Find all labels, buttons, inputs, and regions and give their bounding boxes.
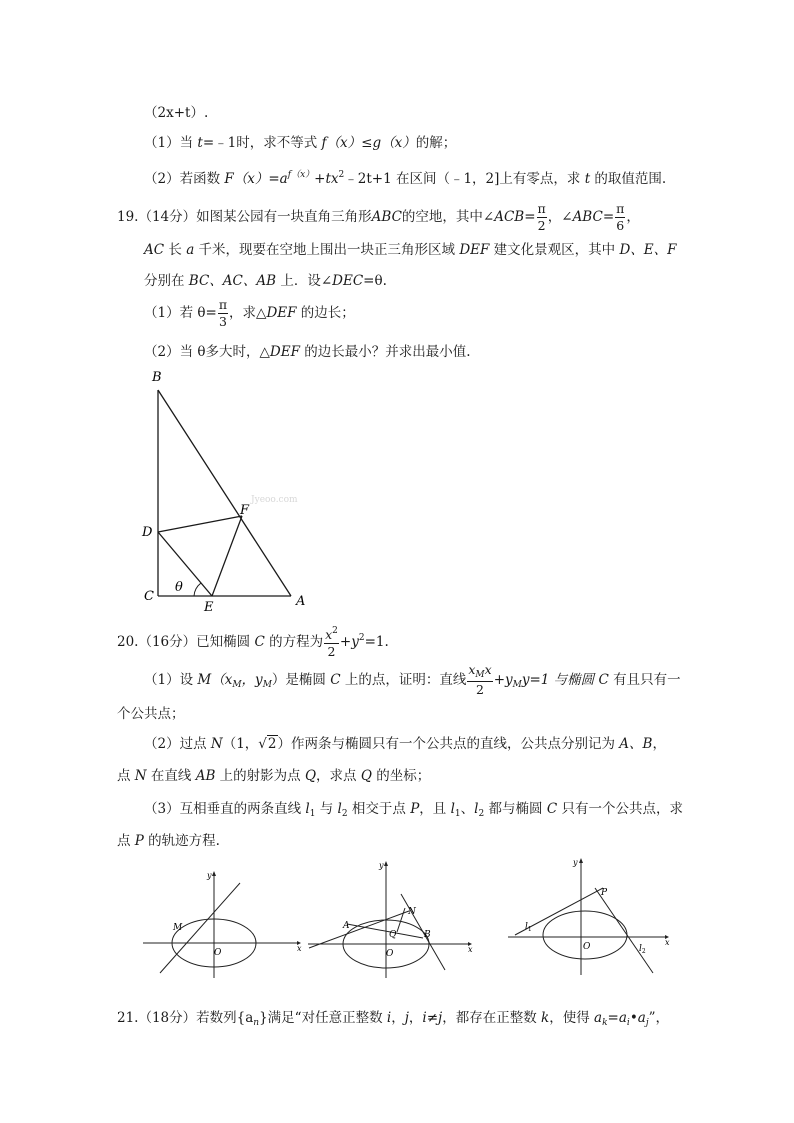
- q20-figure-3: [505, 855, 673, 980]
- q21-head: 21.（18分）若数列$\{a_n\}$满足“对任意正整数 i，j，i≠j，都存在正整数 k，使得 $a_k=a_i•a_j$”，: [117, 1010, 670, 1028]
- q20-part3: （3）互相垂直的两条直线 $l_1$ 与 $l_2$ 相交于点 P，且 $l_1$、$l_2$ 都与椭圆 C 只有一个公共点，求: [144, 801, 683, 819]
- fraction-pi-over-6: $\frac{\pi}{6}$: [616, 201, 625, 233]
- q19-line3: 分别在 BC、AC、AB 上．设∠DEC=θ.: [144, 273, 387, 289]
- side-df: [158, 516, 242, 532]
- label-y: y: [573, 858, 578, 867]
- label-a: A: [296, 594, 306, 609]
- label-q: Q: [389, 930, 397, 940]
- q18-part1: （1）当 t=﹣1时，求不等式 f（x）≤g（x）的解；: [144, 135, 457, 151]
- label-l2: $l_2$: [639, 944, 646, 955]
- q19-head: 19.（14分）如图某公园有一块直角三角形ABC的空地，其中∠ACB= $\frac{\pi}{2}$ ，∠ABC= $\frac{\pi}{6}$ ，: [117, 201, 640, 233]
- label-l1: $l_1$: [525, 922, 532, 933]
- label-theta: θ: [175, 580, 183, 595]
- theta-arc: [194, 583, 201, 596]
- label-d: D: [142, 525, 153, 540]
- q18-part2: （2）若函数 $F(x)=a^{f(x)}+tx^2﹣2t+1$ 在区间（﹣1，2]上有零点，求 t 的取值范围.: [144, 170, 667, 187]
- chord-ab: [347, 924, 423, 938]
- label-o: O: [386, 949, 394, 959]
- q20-part3-line2: 点 P 的轨迹方程.: [117, 833, 220, 849]
- label-c: C: [144, 589, 154, 604]
- perpendicular-nq: [397, 908, 405, 932]
- fraction-x2-over-2: $\frac{x^2}{2}$: [325, 626, 338, 659]
- label-n: N: [408, 907, 416, 917]
- watermark: Jyeoo.com: [251, 495, 298, 505]
- side-ab: [158, 390, 291, 596]
- q19-triangle-figure: [136, 362, 326, 614]
- q20-figure-1: [140, 868, 305, 980]
- q19-part1: （1）若 θ= $\frac{\pi}{3}$ ，求△DEF 的边长；: [144, 297, 355, 329]
- q18-line0: （2x+t）.: [144, 105, 209, 121]
- fraction-pi-over-2: $\frac{\pi}{2}$: [537, 201, 546, 233]
- y-arrow: [579, 858, 583, 863]
- q20-part1-line2: 个公共点；: [117, 706, 185, 722]
- tangent-l2: [595, 888, 653, 973]
- label-a: A: [343, 921, 350, 931]
- y-arrow: [212, 871, 216, 876]
- sqrt-symbol: √: [258, 736, 267, 752]
- label-x: x: [665, 938, 670, 947]
- side-ef: [212, 516, 242, 596]
- q20-part2-line2: 点 N 在直线 AB 上的射影为点 Q，求点 Q 的坐标；: [117, 768, 431, 784]
- label-x: x: [468, 945, 473, 954]
- label-b: B: [152, 370, 162, 385]
- label-o: O: [214, 948, 222, 958]
- q20-figure-2: [305, 858, 477, 980]
- label-y: y: [379, 861, 384, 870]
- fraction-xmx-over-2: $\frac{x_Mx}{2}$: [468, 662, 492, 698]
- label-o: O: [583, 942, 591, 952]
- y-arrow: [384, 861, 388, 866]
- fraction-pi-over-3: $\frac{\pi}{3}$: [218, 297, 228, 329]
- q20-part2: （2）过点 N（1，√2）作两条与椭圆只有一个公共点的直线，公共点分别记为 A、B，: [144, 736, 666, 752]
- tangent-b: [401, 894, 445, 970]
- label-p: P: [601, 888, 608, 898]
- label-f: F: [240, 503, 250, 518]
- q19-line2: AC 长 a 千米，现要在空地上围出一块正三角形区域 DEF 建文化景观区，其中 D、E、F: [144, 242, 677, 258]
- q19-part2: （2）当 θ多大时，△DEF 的边长最小？并求出最小值.: [144, 344, 471, 360]
- q20-head: 20.（16分）已知椭圆 C 的方程为 $\frac{x^2}{2}$ $+y^2=1$.: [117, 626, 389, 659]
- side-de: [158, 532, 212, 596]
- label-x: x: [297, 944, 302, 953]
- label-m: M: [173, 923, 183, 933]
- label-b: B: [424, 930, 431, 940]
- tangent-line: [160, 883, 240, 973]
- label-e: E: [204, 600, 214, 614]
- label-y: y: [207, 871, 212, 880]
- q20-part1: （1）设 $M(x_M$，$y_M$）是椭圆 C 上的点，证明：直线 $\frac{x_Mx}{2}$ $+y_My=1$ 与椭圆 C 有且只有一: [144, 662, 681, 698]
